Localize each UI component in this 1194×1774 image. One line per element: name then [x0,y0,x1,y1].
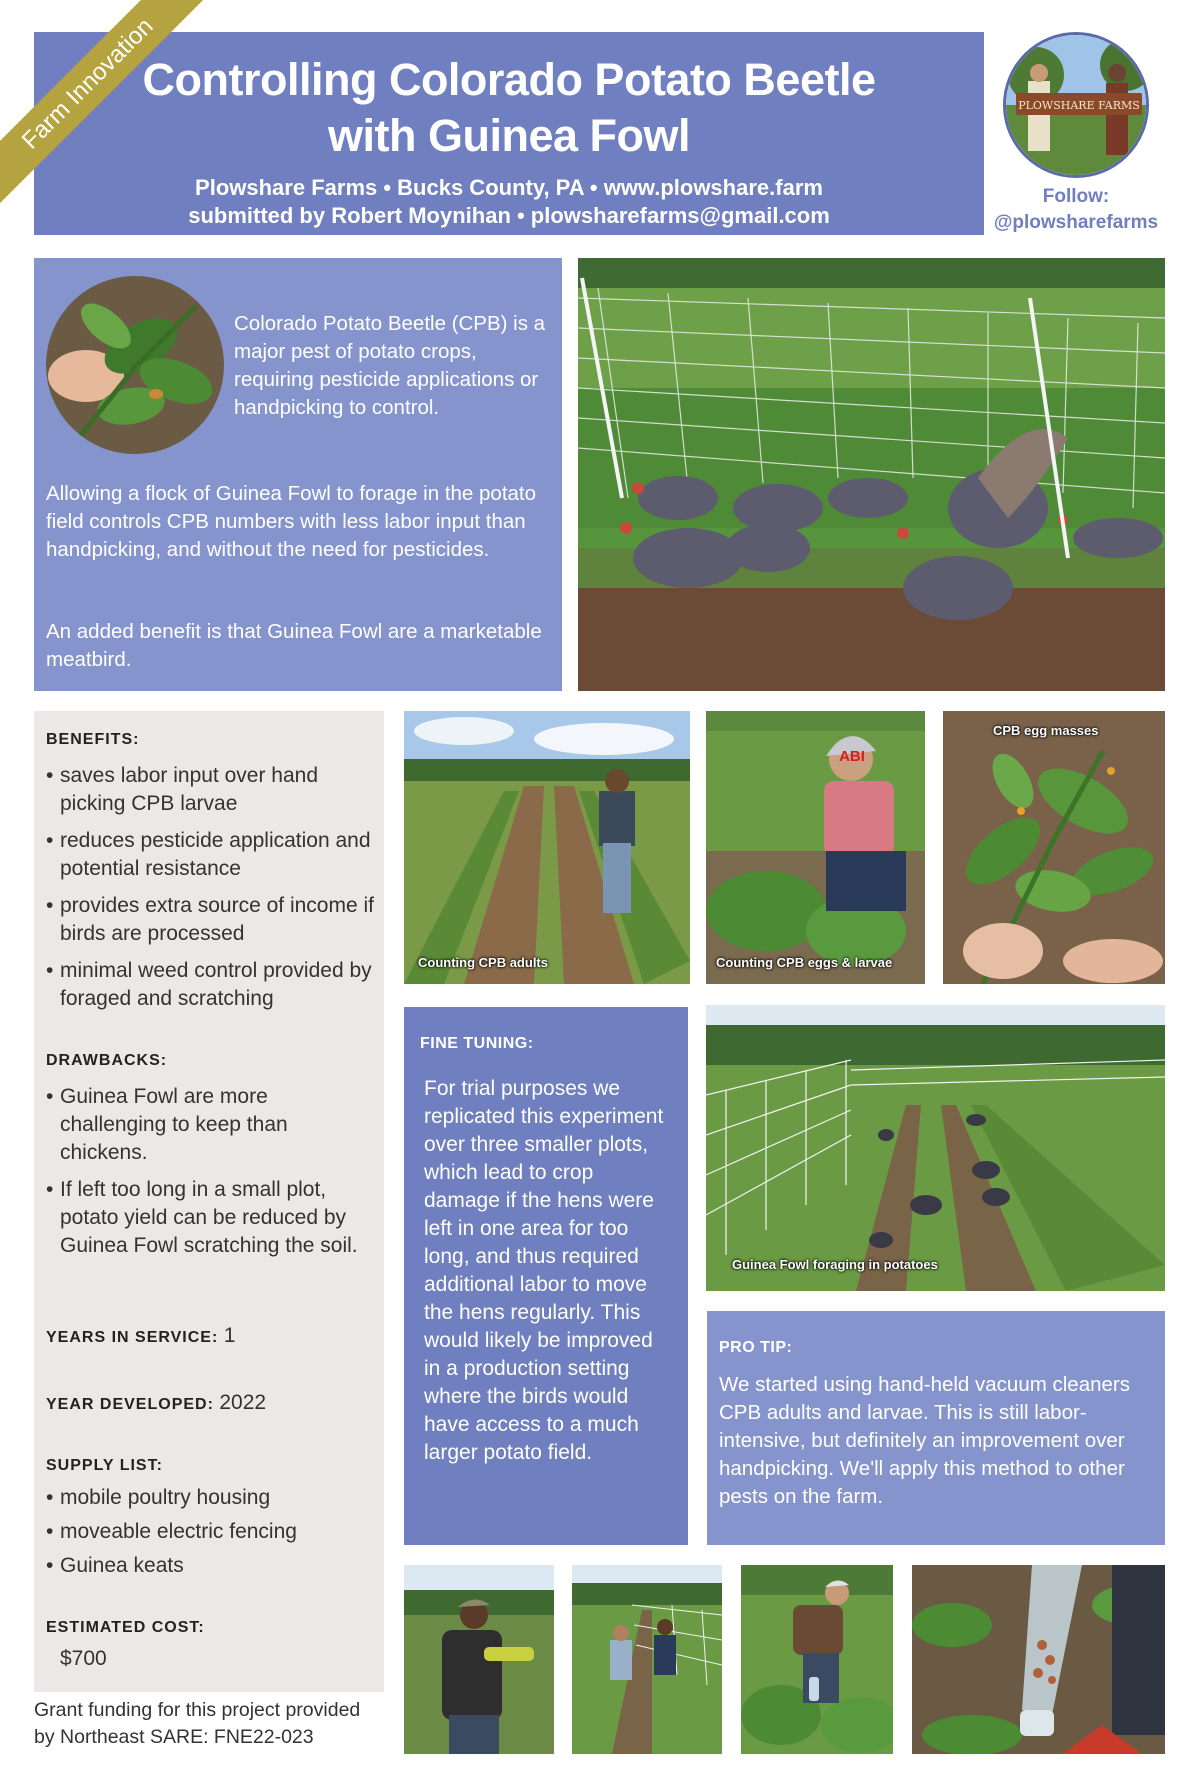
supply-list-heading: SUPPLY LIST: [46,1457,163,1474]
supply-list [46,1484,376,1586]
benefit-item: • reduces pesticide application and potential resistance [46,827,376,883]
follow-label: Follow: [1042,186,1110,207]
workers-by-fence-photo [572,1565,722,1754]
benefit-item: • saves labor input over hand picking CPB larvae [46,762,376,818]
fine-tuning-text: For trial purposes we replicated this experiment over three smaller plots, which lead to crop damage if the hens were left in one area for too long, and thus required additional labor to move the hens regularly. This would likely be improved in a production setting where the birds would have access to a much larger potato field. [424,1077,664,1464]
guinea-fowl-flock-photo [578,258,1165,691]
intro-paragraph-2: Allowing a flock of Guinea Fowl to forage in the potato field controls CPB numbers with less labor input than handpicking, and without the need for pesticides. [46,482,537,561]
subtitle-line-2: submitted by Robert Moynihan • plowsharefarms@gmail.com [188,203,830,228]
farm-sign-text: PLOWSHARE FARMS [1018,99,1140,112]
intro-paragraph-1: Colorado Potato Beetle (CPB) is a major pest of potato crops, requiring pesticide applications or handpicking to control. [234,312,546,419]
estimated-cost-heading: ESTIMATED COST: [46,1619,205,1636]
details-sidebar [34,711,384,1692]
drawback-item: • If left too long in a small plot, potato yield can be reduced by Guinea Fowl scratching the soil. [46,1176,376,1260]
pro-tip-heading: PRO TIP: [719,1339,793,1356]
caption-counting-adults: Counting CPB adults [418,955,548,970]
supply-item: • mobile poultry housing [46,1484,376,1512]
subtitle-line-1: Plowshare Farms • Bucks County, PA • www.plowshare.farm [195,175,823,200]
caption-counting-eggs: Counting CPB eggs & larvae [716,955,893,970]
benefit-item: • minimal weed control provided by foraged and scratching [46,957,376,1013]
year-developed-label: YEAR DEVELOPED: [46,1396,214,1413]
vacuum-in-field-photo [404,1565,554,1754]
year-developed [46,1391,266,1415]
worker-collecting-photo [741,1565,893,1754]
fine-tuning-panel [404,1007,688,1545]
caption-egg-masses: CPB egg masses [993,723,1099,738]
year-developed-value: 2022 [219,1391,267,1414]
grant-line-1: Grant funding for this project provided [34,1699,361,1721]
farmers-avatar-photo [1003,32,1149,178]
grant-credit [34,1697,414,1751]
years-in-service-value: 1 [223,1324,236,1347]
vacuum-closeup-photo [912,1565,1165,1754]
corner-ribbon-wrap [0,0,215,215]
counting-eggs-larvae-photo [706,711,925,984]
beetle-on-leaf-photo [46,276,224,454]
title-line-1: Controlling Colorado Potato Beetle [142,54,876,105]
benefits-list [46,762,376,1022]
hat-logo-text: ABI [839,748,865,765]
estimated-cost-value: $700 [60,1647,107,1670]
grant-line-2: by Northeast SARE: FNE22-023 [34,1726,314,1748]
benefits-heading: BENEFITS: [46,731,140,748]
drawbacks-heading: DRAWBACKS: [46,1052,168,1069]
fine-tuning-heading: FINE TUNING: [420,1035,534,1052]
supply-item: • moveable electric fencing [46,1518,376,1546]
counting-adults-photo [404,711,690,984]
pro-tip-panel [707,1311,1165,1545]
caption-foraging: Guinea Fowl foraging in potatoes [732,1257,938,1272]
years-in-service-label: YEARS IN SERVICE: [46,1329,219,1346]
egg-masses-photo [943,711,1165,984]
farm-innovation-ribbon: Farm Innovation [0,0,210,206]
intro-paragraph-3: An added benefit is that Guinea Fowl are a marketable meatbird. [46,620,542,671]
years-in-service [46,1324,235,1348]
guinea-fowl-foraging-photo [706,1005,1165,1291]
drawback-item: • Guinea Fowl are more challenging to keep than chickens. [46,1083,376,1167]
drawbacks-list [46,1083,376,1269]
intro-panel [34,258,562,691]
benefit-item: • provides extra source of income if birds are processed [46,892,376,948]
pro-tip-text: We started using hand-held vacuum cleaners CPB adults and larvae. This is still labor-intensive, but definitely an improvement over handpicking. We'll apply this method to other pests on the farm. [719,1373,1130,1508]
supply-item: • Guinea keats [46,1552,376,1580]
social-handle: @plowsharefarms [993,212,1159,233]
title-line-2: with Guinea Fowl [328,110,690,161]
